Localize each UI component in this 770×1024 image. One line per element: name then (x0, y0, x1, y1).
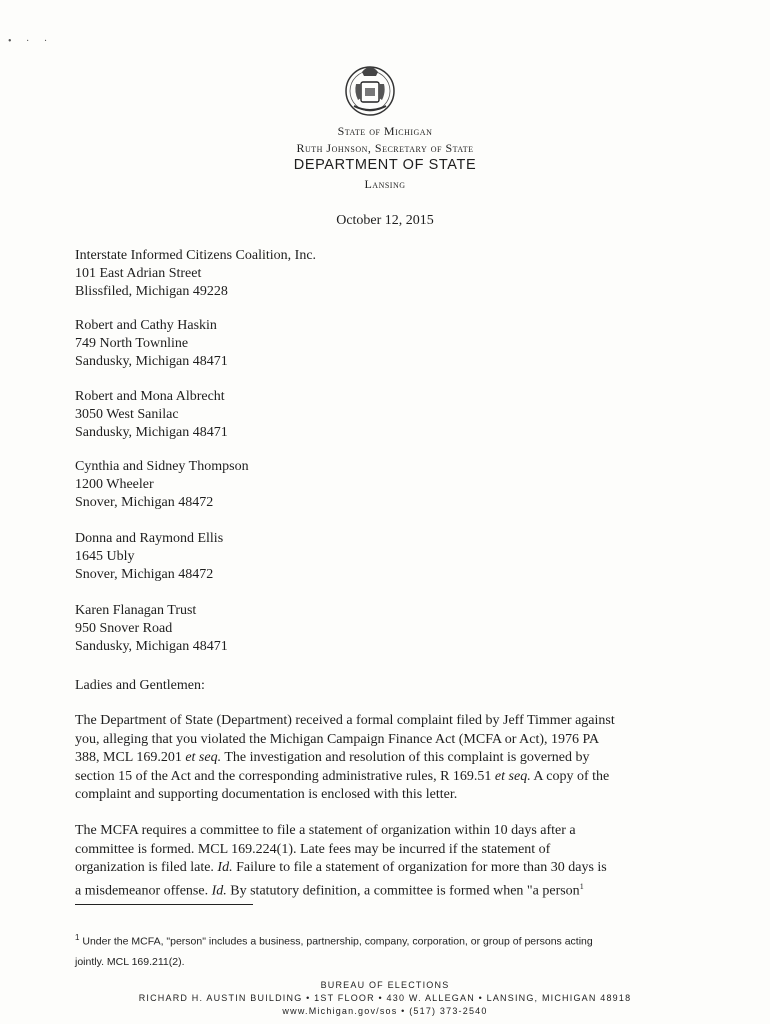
recipient-line: Snover, Michigan 48472 (75, 495, 214, 510)
recipient-block (75, 247, 316, 301)
paragraph-line: The Department of State (Department) received a formal complaint filed by Jeff Timmer against (75, 713, 615, 728)
letterhead-state: State of Michigan (337, 124, 433, 138)
letterhead-official: Ruth Johnson, Secretary of State (296, 141, 474, 155)
recipient-block (75, 388, 228, 442)
paragraph-line-text: a misdemeanor offense. Id. By statutory definition, a committee is formed when "a person (75, 883, 580, 899)
paragraph-line: 388, MCL 169.201 et seq. The investigation and resolution of this complaint is governed by (75, 750, 590, 765)
recipient-line: 1645 Ubly (75, 549, 135, 564)
paragraph-line: organization is filed late. Id. Failure to file a statement of organization for more than 30 days is (75, 860, 607, 875)
recipient-block (75, 602, 228, 656)
recipient-line: Sandusky, Michigan 48471 (75, 425, 228, 440)
recipient-line: Sandusky, Michigan 48471 (75, 354, 228, 369)
paragraph-line (75, 878, 663, 901)
footer-bureau: BUREAU OF ELECTIONS (320, 980, 450, 990)
recipient-line: 1200 Wheeler (75, 477, 154, 492)
recipient-line: Blissfiled, Michigan 49228 (75, 284, 228, 299)
footer-address: RICHARD H. AUSTIN BUILDING • 1ST FLOOR • 430 W. ALLEGAN • LANSING, MICHIGAN 48918 (138, 993, 632, 1003)
footnote-marker: 1 (75, 933, 80, 942)
recipient-line: 749 North Townline (75, 336, 189, 351)
paragraph-line: section 15 of the Act and the corresponding administrative rules, R 169.51 et seq. A copy of the (75, 768, 610, 784)
michigan-seal-icon (340, 58, 400, 118)
paragraph-mcfa (75, 822, 663, 901)
footnote-ref: 1 (579, 881, 584, 891)
footnote-divider (75, 904, 253, 905)
footnote-text: jointly. MCL 169.211(2). (75, 955, 185, 968)
paragraph-complaint (75, 712, 663, 805)
paragraph-line: you, alleging that you violated the Michigan Campaign Finance Act (MCFA or Act), 1976 PA (75, 731, 600, 747)
salutation: Ladies and Gentlemen: (75, 678, 205, 693)
recipient-block (75, 458, 249, 512)
footnote-text: Under the MCFA, "person" includes a business, partnership, company, corporation, or group of persons acting (82, 935, 593, 948)
letterhead-city: Lansing (364, 177, 406, 191)
recipient-line: Snover, Michigan 48472 (75, 567, 214, 582)
recipient-line: Sandusky, Michigan 48471 (75, 639, 228, 654)
footer-web: www.Michigan.gov/sos • (517) 373-2540 (282, 1006, 488, 1016)
letterhead-department: DEPARTMENT OF STATE (293, 157, 477, 173)
recipient-line: 950 Snover Road (75, 621, 173, 636)
recipient-line: Donna and Raymond Ellis (75, 531, 224, 546)
letter-date: October 12, 2015 (336, 213, 434, 228)
recipient-line: 101 East Adrian Street (75, 266, 202, 281)
footnote (75, 928, 685, 972)
recipient-line: 3050 West Sanilac (75, 407, 179, 422)
recipient-line: Cynthia and Sidney Thompson (75, 459, 249, 474)
recipient-line: Karen Flanagan Trust (75, 603, 197, 618)
recipient-block (75, 530, 223, 584)
paragraph-line: complaint and supporting documentation is enclosed with this letter. (75, 787, 458, 802)
scan-specks: • · · (8, 36, 54, 47)
paragraph-line: committee is formed. MCL 169.224(1). Late fees may be incurred if the statement of (75, 841, 551, 857)
recipient-line: Robert and Mona Albrecht (75, 389, 225, 404)
recipient-line: Interstate Informed Citizens Coalition, Inc. (75, 248, 317, 263)
paragraph-line: The MCFA requires a committee to file a statement of organization within 10 days after a (75, 823, 576, 838)
recipient-block (75, 317, 228, 371)
recipient-line: Robert and Cathy Haskin (75, 318, 217, 333)
